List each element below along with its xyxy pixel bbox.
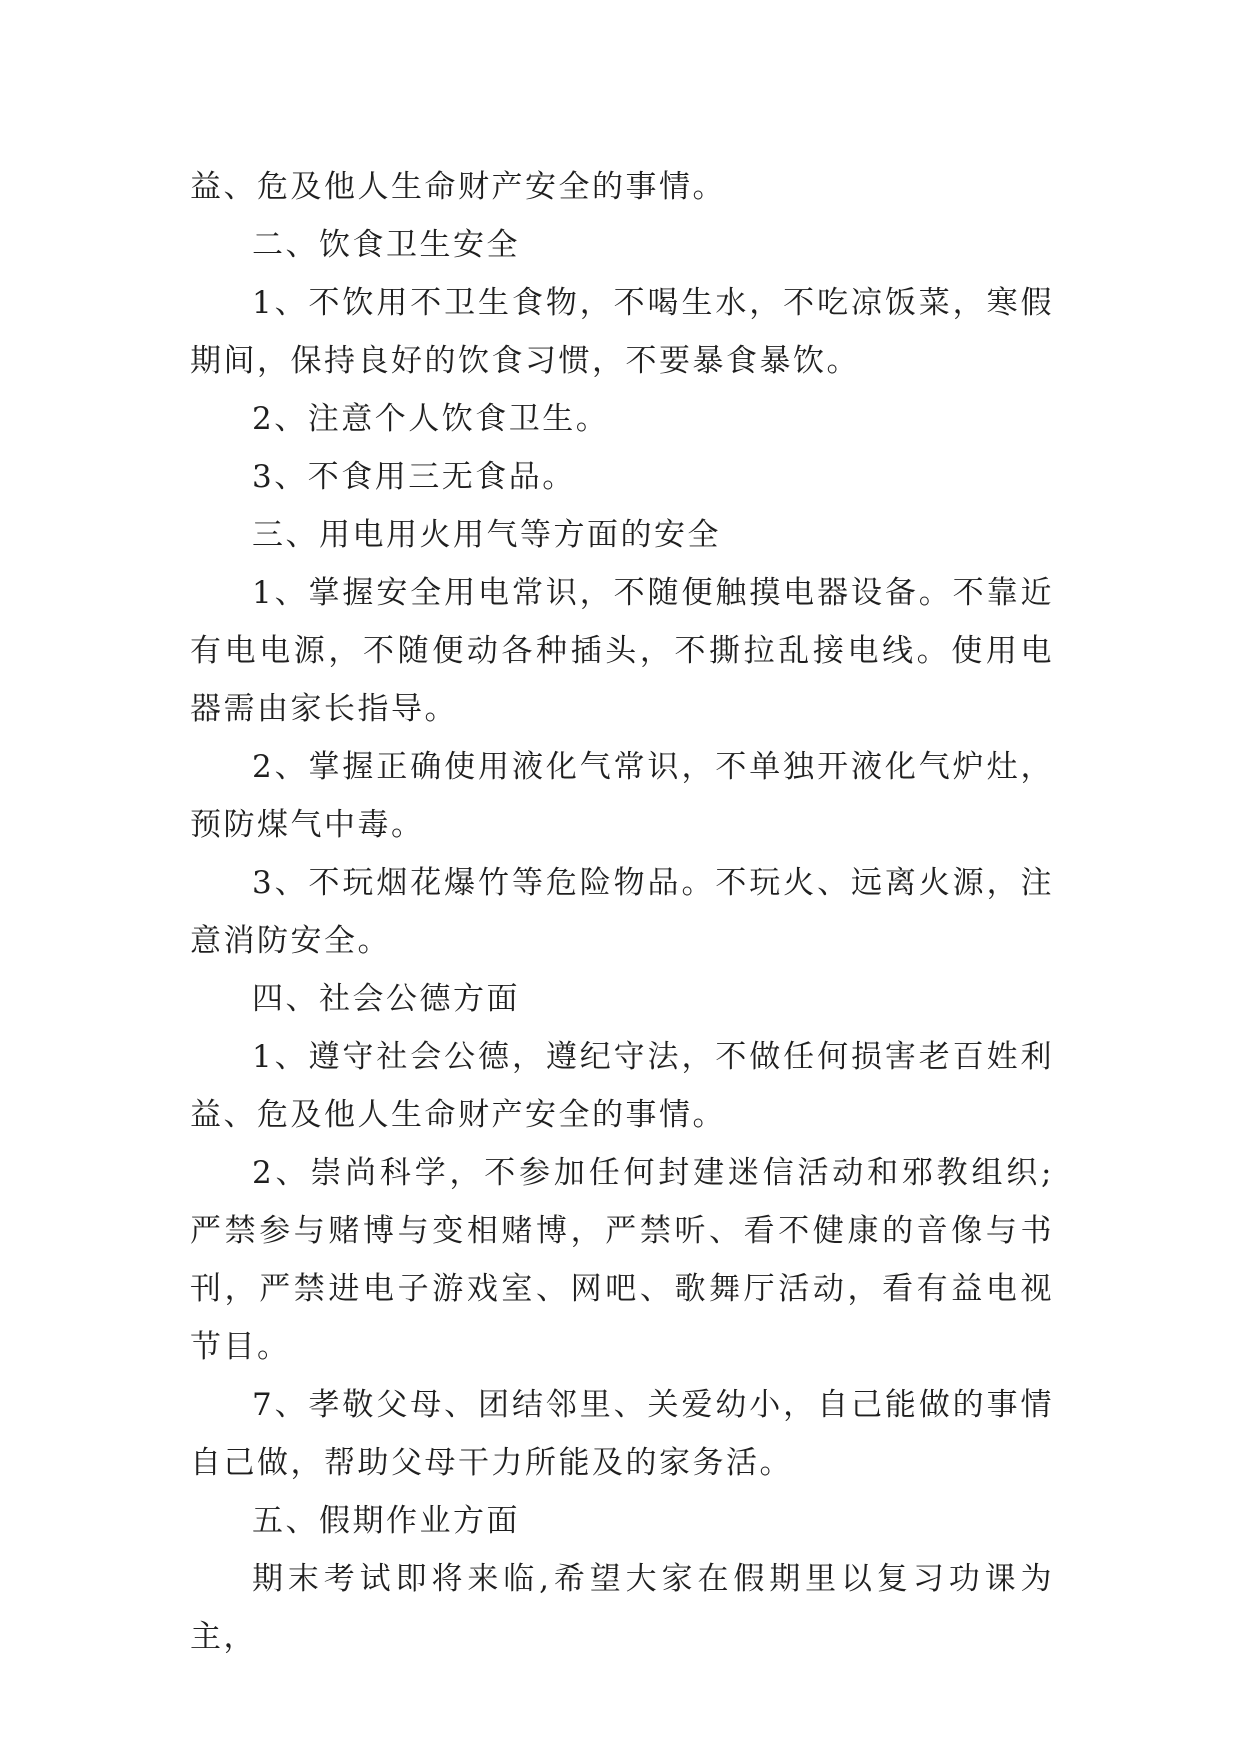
- paragraph: 2、崇尚科学，不参加任何封建迷信活动和邪教组织;严禁参与赌博与变相赌博，严禁听、看不健康的音像与书刊，严禁进电子游戏室、网吧、歌舞厅活动，看有益电视节目。: [190, 1155, 1054, 1365]
- section-heading: 二、饮食卫生安全: [252, 227, 520, 263]
- section-heading: 五、假期作业方面: [252, 1503, 520, 1539]
- document-body: [190, 158, 1054, 1666]
- paragraph: 3、不食用三无食品。: [252, 459, 576, 495]
- section-heading: 四、社会公德方面: [252, 981, 520, 1017]
- paragraph: 1、不饮用不卫生食物，不喝生水，不吃凉饭菜，寒假期间，保持良好的饮食习惯，不要暴食暴饮。: [190, 285, 1054, 379]
- paragraph: 2、注意个人饮食卫生。: [252, 401, 610, 437]
- paragraph: 期末考试即将来临,希望大家在假期里以复习功课为主，: [190, 1561, 1054, 1655]
- paragraph: 2、掌握正确使用液化气常识，不单独开液化气炉灶，预防煤气中毒。: [190, 749, 1054, 843]
- section-heading: 三、用电用火用气等方面的安全: [252, 517, 721, 553]
- paragraph: 7、孝敬父母、团结邻里、关爱幼小，自己能做的事情自己做，帮助父母干力所能及的家务活。: [190, 1387, 1054, 1481]
- paragraph: 益、危及他人生命财产安全的事情。: [190, 169, 726, 205]
- paragraph: 1、掌握安全用电常识，不随便触摸电器设备。不靠近有电电源，不随便动各种插头，不撕拉乱接电线。使用电器需由家长指导。: [190, 575, 1054, 727]
- paragraph: 3、不玩烟花爆竹等危险物品。不玩火、远离火源，注意消防安全。: [190, 865, 1054, 959]
- paragraph: 1、遵守社会公德，遵纪守法，不做任何损害老百姓利益、危及他人生命财产安全的事情。: [190, 1039, 1054, 1133]
